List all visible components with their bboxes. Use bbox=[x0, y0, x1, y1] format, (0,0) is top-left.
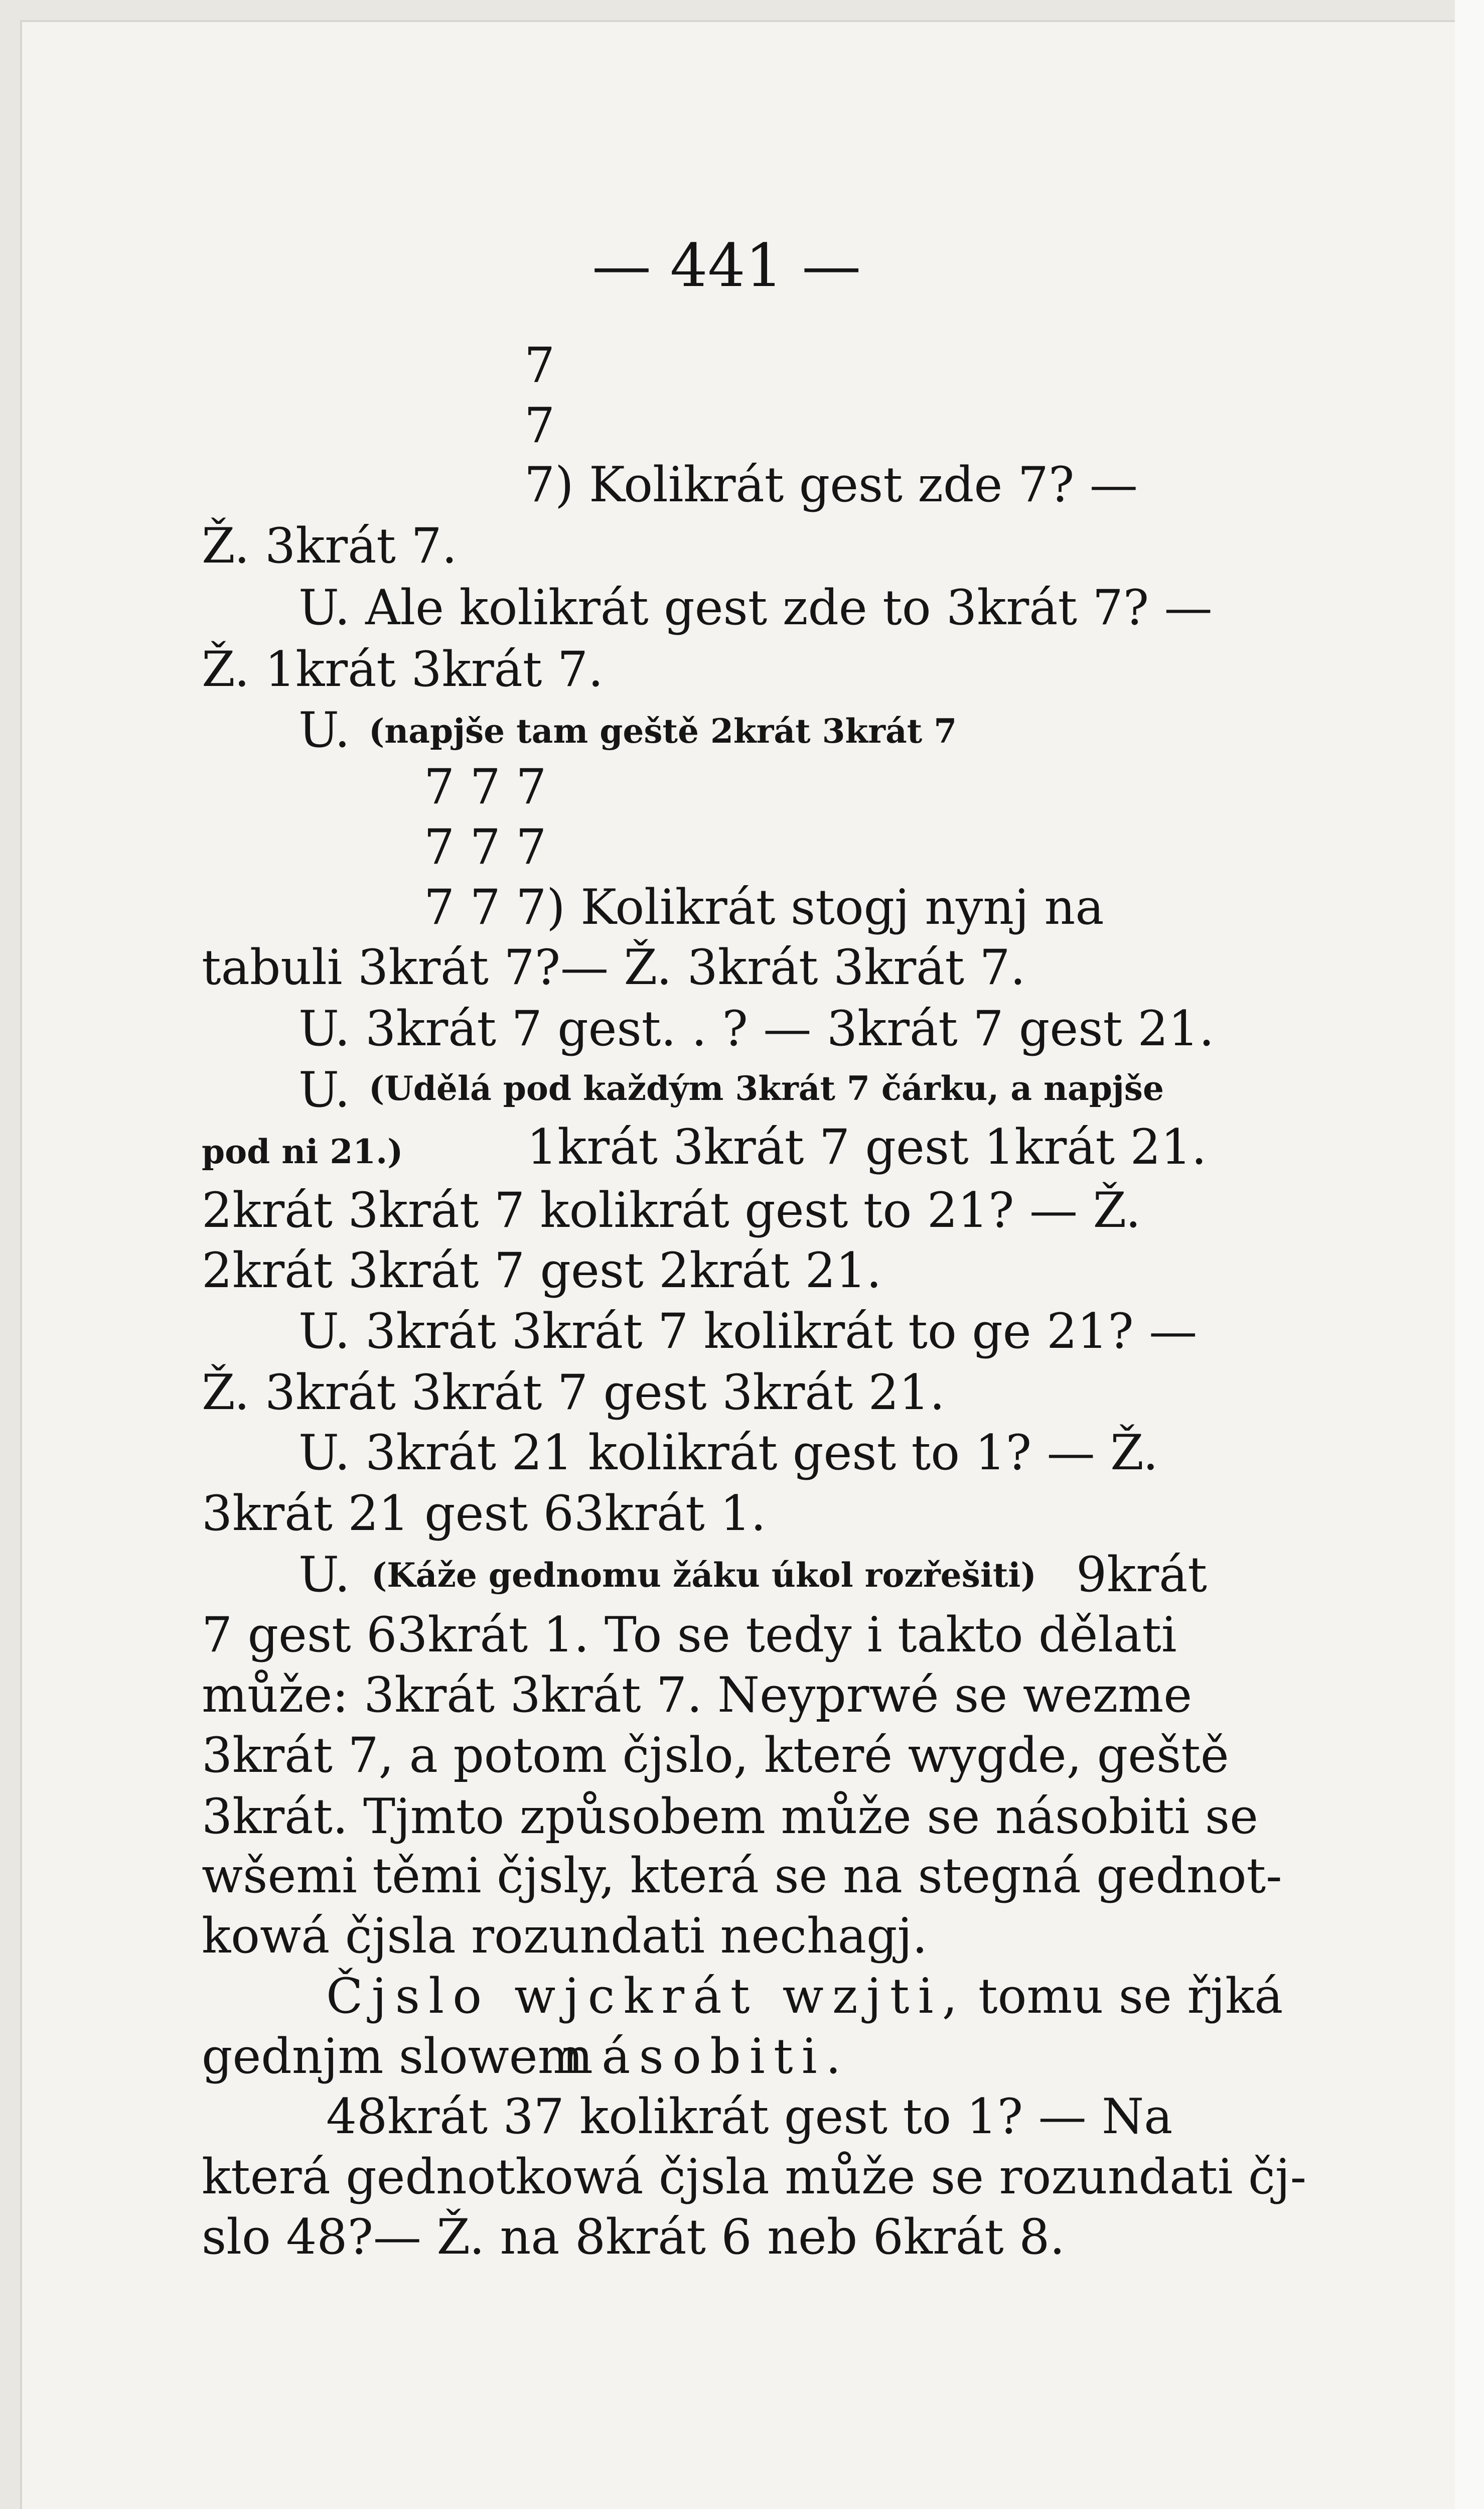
text-line: 7 7 7) Kolikrát stogj nynj na bbox=[424, 879, 1104, 935]
text-line: 1krát 3krát 7 gest 1krát 21. bbox=[527, 1119, 1207, 1175]
text-line: Ž. 3krát 3krát 7 gest 3krát 21. bbox=[202, 1364, 945, 1421]
text-line: může: 3krát 3krát 7. Neyprwé se wezme bbox=[202, 1667, 1193, 1723]
text-line: U. Ale kolikrát gest zde to 3krát 7? — bbox=[299, 580, 1213, 636]
text-line: wšemi těmi čjsly, která se na stegná gednot- bbox=[202, 1848, 1282, 1904]
text-line-note: (Káže gednomu žáku úkol rozřešiti) bbox=[371, 1556, 1036, 1595]
text-line: 7 7 7 bbox=[424, 819, 547, 875]
text-line: 7) Kolikrát gest zde 7? — bbox=[524, 457, 1138, 513]
text-line: U. 3krát 3krát 7 kolikrát to ge 21? — bbox=[299, 1303, 1198, 1359]
text-line: U. bbox=[299, 1062, 350, 1118]
text-line: 7 7 7 bbox=[424, 759, 547, 815]
text-line: U. bbox=[299, 702, 350, 758]
text-line: která gednotkowá čjsla může se rozundati čj- bbox=[202, 2149, 1306, 2205]
text-line: 3krát 7, a potom čjslo, které wygde, geště bbox=[202, 1727, 1229, 1783]
text-line: 48krát 37 kolikrát gest to 1? — Na bbox=[326, 2088, 1173, 2145]
text-line: 7 bbox=[524, 337, 555, 393]
text-line: 7 gest 63krát 1. To se tedy i takto dělati bbox=[202, 1607, 1177, 1663]
text-line-spaced: násobiti. bbox=[562, 2028, 850, 2084]
text-line: 7 bbox=[524, 397, 555, 454]
text-line: U. bbox=[299, 1547, 350, 1603]
page-number: — 441 — bbox=[592, 231, 861, 300]
page-edge bbox=[1455, 0, 1484, 2509]
text-line: 2krát 3krát 7 kolikrát gest to 21? — Ž. bbox=[202, 1182, 1141, 1238]
text-line: gednjm slowem bbox=[202, 2028, 583, 2084]
text-line-note: (napjše tam geště 2krát 3krát 7 bbox=[369, 712, 957, 751]
text-line: Ž. 3krát 7. bbox=[202, 518, 458, 574]
text-line: 3krát 21 gest 63krát 1. bbox=[202, 1485, 766, 1542]
text-line: U. 3krát 7 gest. . ? — 3krát 7 gest 21. bbox=[299, 1001, 1215, 1057]
text-line: kowá čjsla rozundati nechagj. bbox=[202, 1908, 928, 1964]
text-line: tomu se řjká bbox=[978, 1968, 1283, 2024]
text-line: 9krát bbox=[1076, 1547, 1207, 1603]
text-line: Ž. 1krát 3krát 7. bbox=[202, 641, 604, 698]
text-line: tabuli 3krát 7?— Ž. 3krát 3krát 7. bbox=[202, 939, 1026, 996]
text-line: 2krát 3krát 7 gest 2krát 21. bbox=[202, 1242, 882, 1299]
text-line: slo 48?— Ž. na 8krát 6 neb 6krát 8. bbox=[202, 2209, 1065, 2265]
text-line-note: pod ni 21.) bbox=[202, 1132, 403, 1171]
text-line-spaced: Čjslo wjckrát wzjti, bbox=[326, 1968, 966, 2024]
text-line-note: (Udělá pod každým 3krát 7 čárku, a napjše bbox=[369, 1069, 1164, 1108]
text-line: 3krát. Tjmto způsobem může se násobiti se bbox=[202, 1788, 1258, 1845]
text-line: U. 3krát 21 kolikrát gest to 1? — Ž. bbox=[299, 1425, 1158, 1481]
